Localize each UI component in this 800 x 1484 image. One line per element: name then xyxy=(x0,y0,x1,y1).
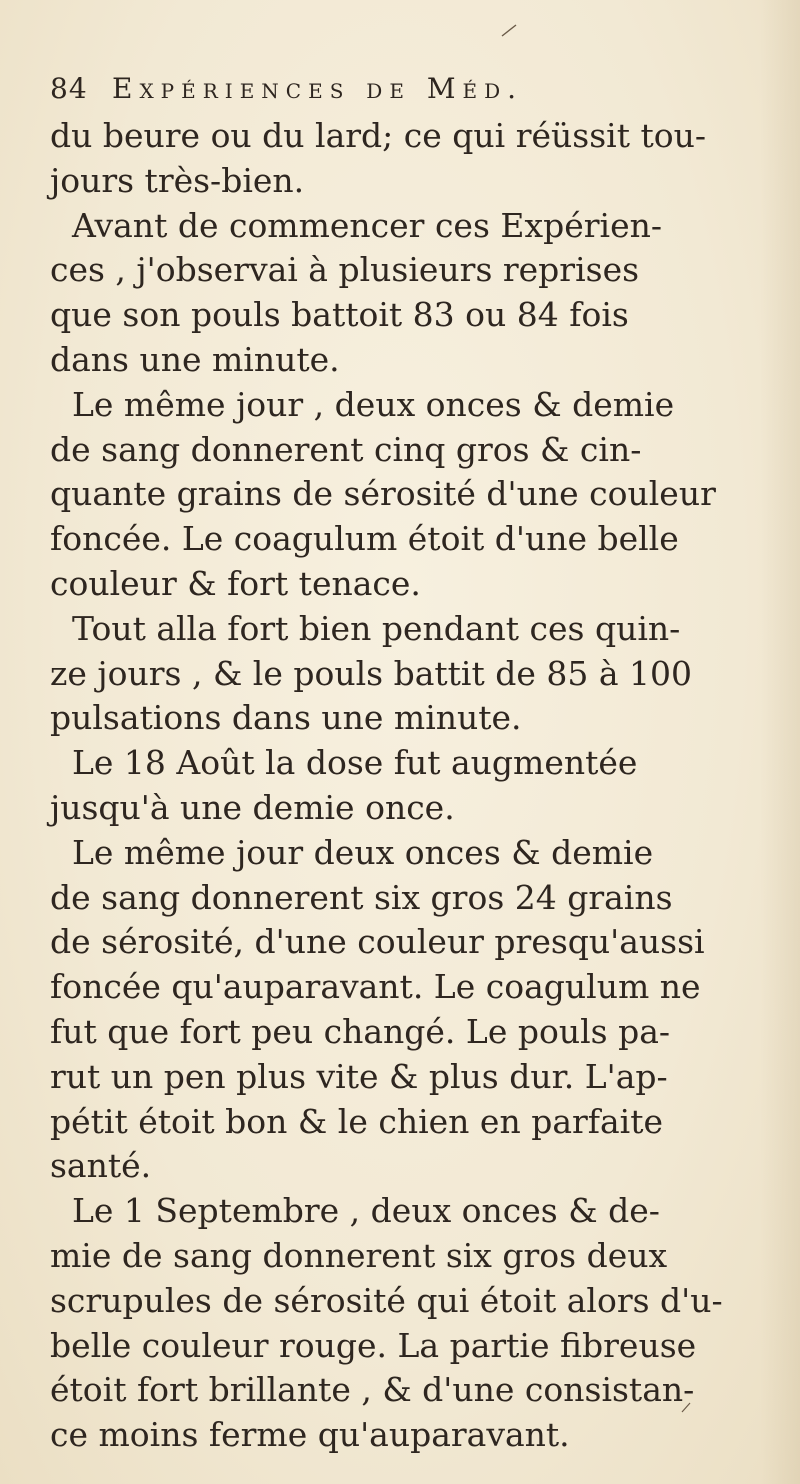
text-line: ces , j'observai à plusieurs reprises xyxy=(50,250,640,290)
text-line: ce moins ferme qu'auparavant. xyxy=(50,1415,570,1455)
text-line: Le même jour deux onces & demie xyxy=(72,832,654,872)
text-line: ze jours , & le pouls battit de 85 à 100 xyxy=(50,653,693,693)
text-line: fut que fort peu changé. Le pouls pa- xyxy=(50,1011,671,1051)
text-line: foncée qu'auparavant. Le coagulum ne xyxy=(50,967,701,1007)
text-line: pulsations dans une minute. xyxy=(50,698,522,738)
text-line: du beure ou du lard; ce qui réüssit tou- xyxy=(50,116,706,155)
text-line: Tout alla fort bien pendant ces quin- xyxy=(72,608,681,648)
text-line: que son pouls battoit 83 ou 84 fois xyxy=(50,295,629,335)
text-line: rut un pen plus vite & plus dur. L'ap- xyxy=(50,1056,668,1096)
text-line: de sérosité, d'une couleur presqu'aussi xyxy=(50,922,705,962)
text-line: foncée. Le coagulum étoit d'une belle xyxy=(50,519,679,559)
text-line: Le 1 Septembre , deux onces & de- xyxy=(72,1191,660,1231)
text-line: belle couleur rouge. La partie fibreuse xyxy=(50,1325,697,1365)
page-header xyxy=(50,72,780,116)
text-line: quante grains de sérosité d'une couleur xyxy=(50,474,716,514)
text-line: mie de sang donnerent six gros deux xyxy=(50,1235,668,1275)
ink-mark-lower xyxy=(680,1400,694,1414)
text-line: scrupules de sérosité qui étoit alors d'u- xyxy=(50,1280,723,1320)
running-title: Expériences de Méd. xyxy=(112,72,524,105)
text-line: Le 18 Août la dose fut augmentée xyxy=(72,743,638,783)
body-text xyxy=(50,114,770,1458)
text-line: pétit étoit bon & le chien en parfaite xyxy=(50,1101,663,1141)
text-line: étoit fort brillante , & d'une consistan- xyxy=(50,1370,695,1410)
text-line: dans une minute. xyxy=(50,339,340,379)
text-line: Le même jour , deux onces & demie xyxy=(72,384,675,424)
page-number: 84 xyxy=(50,72,88,105)
text-line: jusqu'à une demie once. xyxy=(50,787,455,827)
text-line: jours très-bien. xyxy=(50,160,305,200)
text-line: santé. xyxy=(50,1146,152,1186)
text-line: de sang donnerent six gros 24 grains xyxy=(50,877,673,917)
text-line: Avant de commencer ces Expérien- xyxy=(72,205,663,245)
text-line: couleur & fort tenace. xyxy=(50,563,421,603)
text-line: de sang donnerent cinq gros & cin- xyxy=(50,429,642,469)
ink-mark xyxy=(500,22,520,38)
